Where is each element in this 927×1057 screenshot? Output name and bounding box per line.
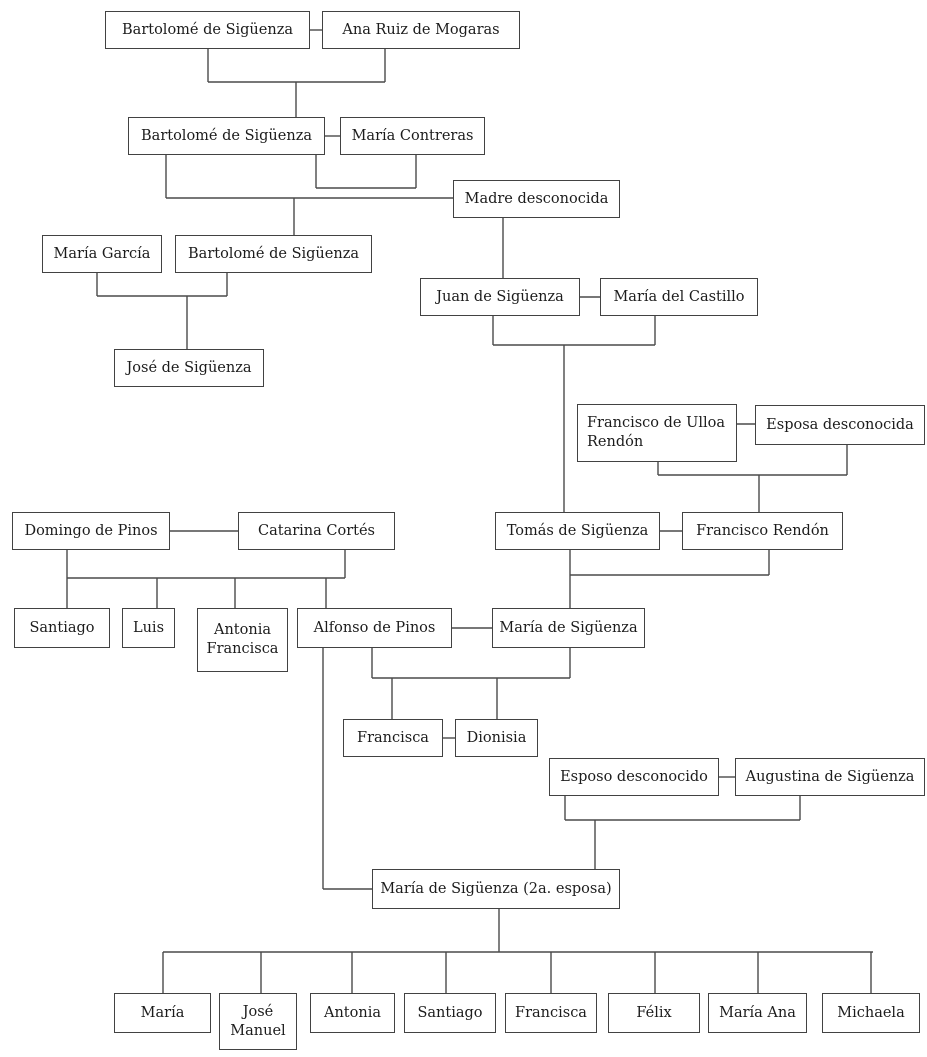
person-name: Francisco de Ulloa Rendón <box>587 415 725 450</box>
person-box-maria-de-siguenza-1 <box>492 608 645 648</box>
person-box-bartolome-siguenza-2 <box>128 117 325 155</box>
person-box-maria-child <box>114 993 211 1033</box>
person-box-luis <box>122 608 175 648</box>
person-name: Félix <box>636 1004 672 1021</box>
person-name: Santiago <box>417 1004 483 1021</box>
person-box-michaela <box>822 993 920 1033</box>
person-box-santiago-1 <box>14 608 110 648</box>
person-name: Francisca <box>515 1004 587 1021</box>
person-box-jose-de-siguenza <box>114 349 264 387</box>
person-name: María del Castillo <box>613 288 745 305</box>
person-box-tomas-de-siguenza <box>495 512 660 550</box>
person-box-santiago-2 <box>404 993 496 1033</box>
person-box-jose-manuel <box>219 993 297 1050</box>
person-box-maria-ana <box>708 993 807 1033</box>
person-name: José de Sigüenza <box>126 359 252 376</box>
person-name: Domingo de Pinos <box>24 522 158 539</box>
person-box-francisca-1 <box>343 719 443 757</box>
person-box-catarina-cortes <box>238 512 395 550</box>
person-box-antonia-francisca <box>197 608 288 672</box>
person-box-felix <box>608 993 700 1033</box>
person-name: Alfonso de Pinos <box>313 619 436 636</box>
person-box-esposa-desconocida <box>755 405 925 445</box>
person-box-francisco-de-ulloa-rendon <box>577 404 737 462</box>
person-box-francisca-2 <box>505 993 597 1033</box>
person-name: Bartolomé de Sigüenza <box>188 245 359 262</box>
person-box-francisco-rendon <box>682 512 843 550</box>
person-box-dionisia <box>455 719 538 757</box>
person-box-juan-de-siguenza <box>420 278 580 316</box>
person-box-esposo-desconocido <box>549 758 719 796</box>
person-box-maria-garcia <box>42 235 162 273</box>
person-box-madre-desconocida <box>453 180 620 218</box>
person-name: María García <box>53 245 151 262</box>
person-name: Michaela <box>837 1004 905 1021</box>
person-name: María <box>140 1004 185 1021</box>
person-name: Francisca <box>357 729 429 746</box>
person-name: Bartolomé de Sigüenza <box>122 21 293 38</box>
person-box-augustina-de-siguenza <box>735 758 925 796</box>
person-name: María de Sigüenza <box>499 619 638 636</box>
person-box-domingo-de-pinos <box>12 512 170 550</box>
person-name: Luis <box>132 619 165 636</box>
person-name: Esposo desconocido <box>560 768 708 785</box>
person-name: Madre desconocida <box>464 190 609 207</box>
person-name: Antonia Francisca <box>206 622 279 657</box>
person-box-maria-de-siguenza-2 <box>372 869 620 909</box>
person-box-maria-del-castillo <box>600 278 758 316</box>
person-box-alfonso-de-pinos <box>297 608 452 648</box>
person-name: Santiago <box>29 619 95 636</box>
person-box-bartolome-siguenza-3 <box>175 235 372 273</box>
person-name: Ana Ruiz de Mogaras <box>342 21 500 38</box>
person-name: Bartolomé de Sigüenza <box>141 127 312 144</box>
person-box-bartolome-siguenza-1 <box>105 11 310 49</box>
person-name: Augustina de Sigüenza <box>745 768 915 785</box>
person-name: José Manuel <box>230 1003 286 1039</box>
person-box-maria-contreras <box>340 117 485 155</box>
person-name: María Contreras <box>351 127 474 144</box>
person-name: Juan de Sigüenza <box>436 288 564 305</box>
person-name: Francisco Rendón <box>696 522 829 539</box>
person-name: Dionisia <box>466 729 527 746</box>
person-name: Esposa desconocida <box>766 416 914 433</box>
person-name: Tomás de Sigüenza <box>506 522 649 539</box>
person-name: Antonia <box>324 1004 381 1021</box>
person-box-ana-ruiz-de-mogaras <box>322 11 520 49</box>
person-box-antonia <box>310 993 395 1033</box>
person-name: Catarina Cortés <box>258 522 375 539</box>
person-name: María de Sigüenza (2a. esposa) <box>380 880 612 897</box>
person-name: María Ana <box>719 1004 796 1021</box>
